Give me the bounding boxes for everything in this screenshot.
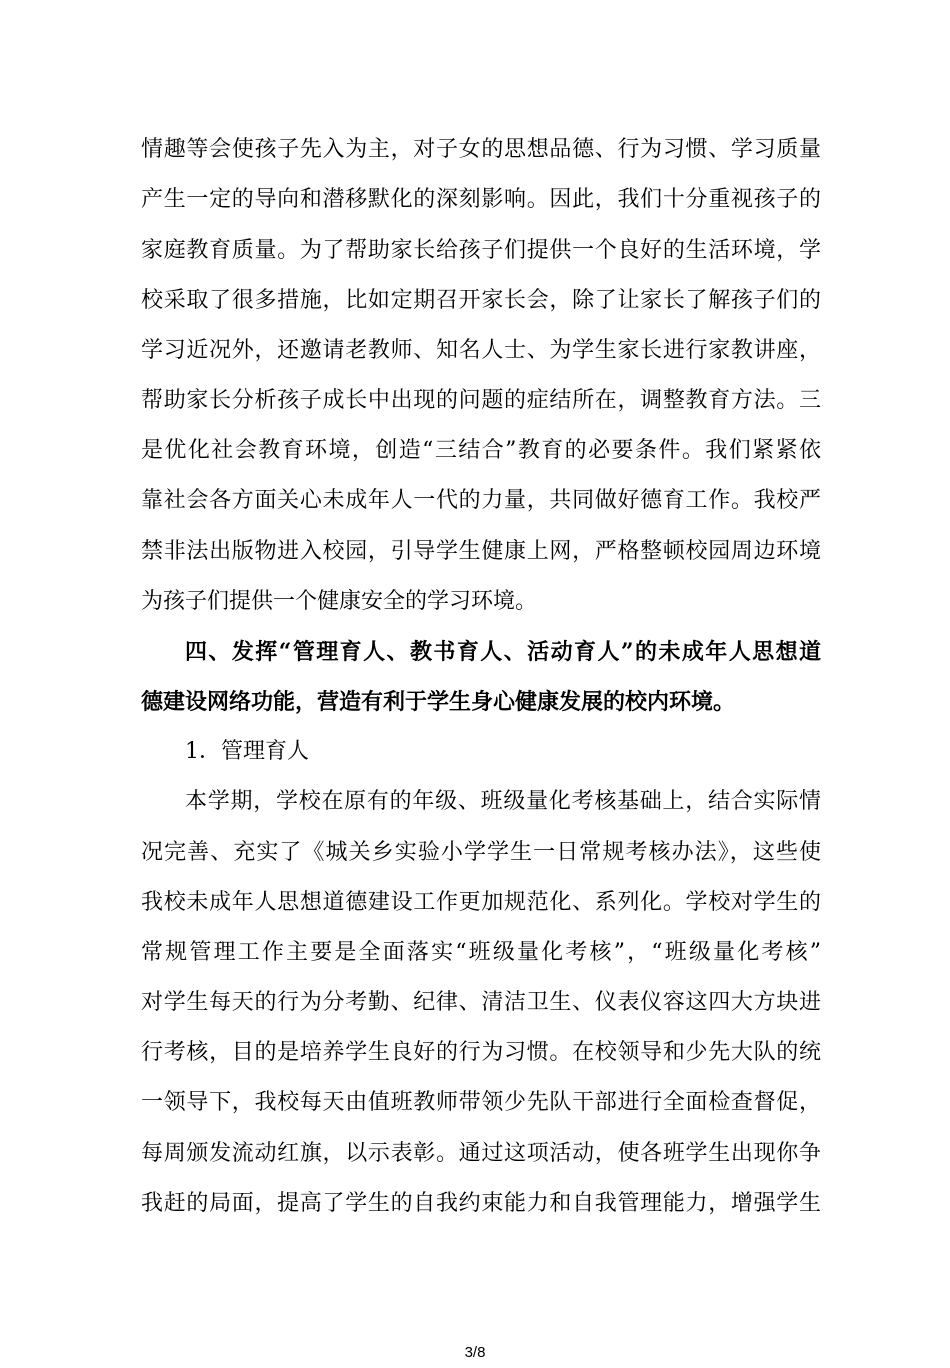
body-line: 我校未成年人思想道德建设工作更加规范化、系列化。学校对学生的 — [141, 890, 821, 915]
body-line: 情趣等会使孩子先入为主，对子女的思想品德、行为习惯、学习质量 — [141, 137, 821, 162]
body-line: 产生一定的导向和潜移默化的深刻影响。因此，我们十分重视孩子的 — [141, 187, 821, 212]
page-number: 3/8 — [464, 1344, 486, 1361]
body-line: 对学生每天的行为分考勤、纪律、清洁卫生、仪表仪容这四大方块进 — [141, 990, 821, 1015]
body-line: 每周颁发流动红旗，以示表彰。通过这项活动，使各班学生出现你争 — [141, 1141, 821, 1166]
section-heading-line: 四、发挥“管理育人、教书育人、活动育人”的未成年人思想道 — [185, 639, 821, 665]
body-line: 帮助家长分析孩子成长中出现的问题的症结所在，调整教育方法。三 — [141, 388, 821, 413]
body-line: 家庭教育质量。为了帮助家长给孩子们提供一个良好的生活环境，学 — [141, 238, 821, 263]
body-line: 本学期，学校在原有的年级、班级量化考核基础上，结合实际情 — [185, 789, 821, 814]
body-line: 为孩子们提供一个健康安全的学习环境。 — [141, 589, 538, 614]
body-line: 禁非法出版物进入校园，引导学生健康上网，严格整顿校园周边环境 — [141, 539, 821, 564]
section-heading-line: 德建设网络功能，营造有利于学生身心健康发展的校内环境。 — [141, 689, 736, 715]
body-line: 校采取了很多措施，比如定期召开家长会，除了让家长了解孩子们的 — [141, 288, 821, 313]
body-line: 一领导下，我校每天由值班教师带领少先队干部进行全面检查督促， — [141, 1090, 821, 1115]
subsection-heading: 1．管理育人 — [185, 739, 309, 764]
body-line: 我赶的局面，提高了学生的自我约束能力和自我管理能力，增强学生 — [141, 1191, 821, 1216]
body-line: 行考核，目的是培养学生良好的行为习惯。在校领导和少先大队的统 — [141, 1040, 821, 1065]
body-line: 是优化社会教育环境，创造“三结合”教育的必要条件。我们紧紧依 — [141, 438, 821, 463]
body-line: 常规管理工作主要是全面落实“班级量化考核”，“班级量化考核” — [141, 940, 821, 965]
body-line: 学习近况外，还邀请老教师、知名人士、为学生家长进行家教讲座， — [141, 338, 821, 363]
body-line: 靠社会各方面关心未成年人一代的力量，共同做好德育工作。我校严 — [141, 488, 821, 513]
body-line: 况完善、充实了《城关乡实验小学学生一日常规考核办法》，这些使 — [141, 840, 821, 865]
